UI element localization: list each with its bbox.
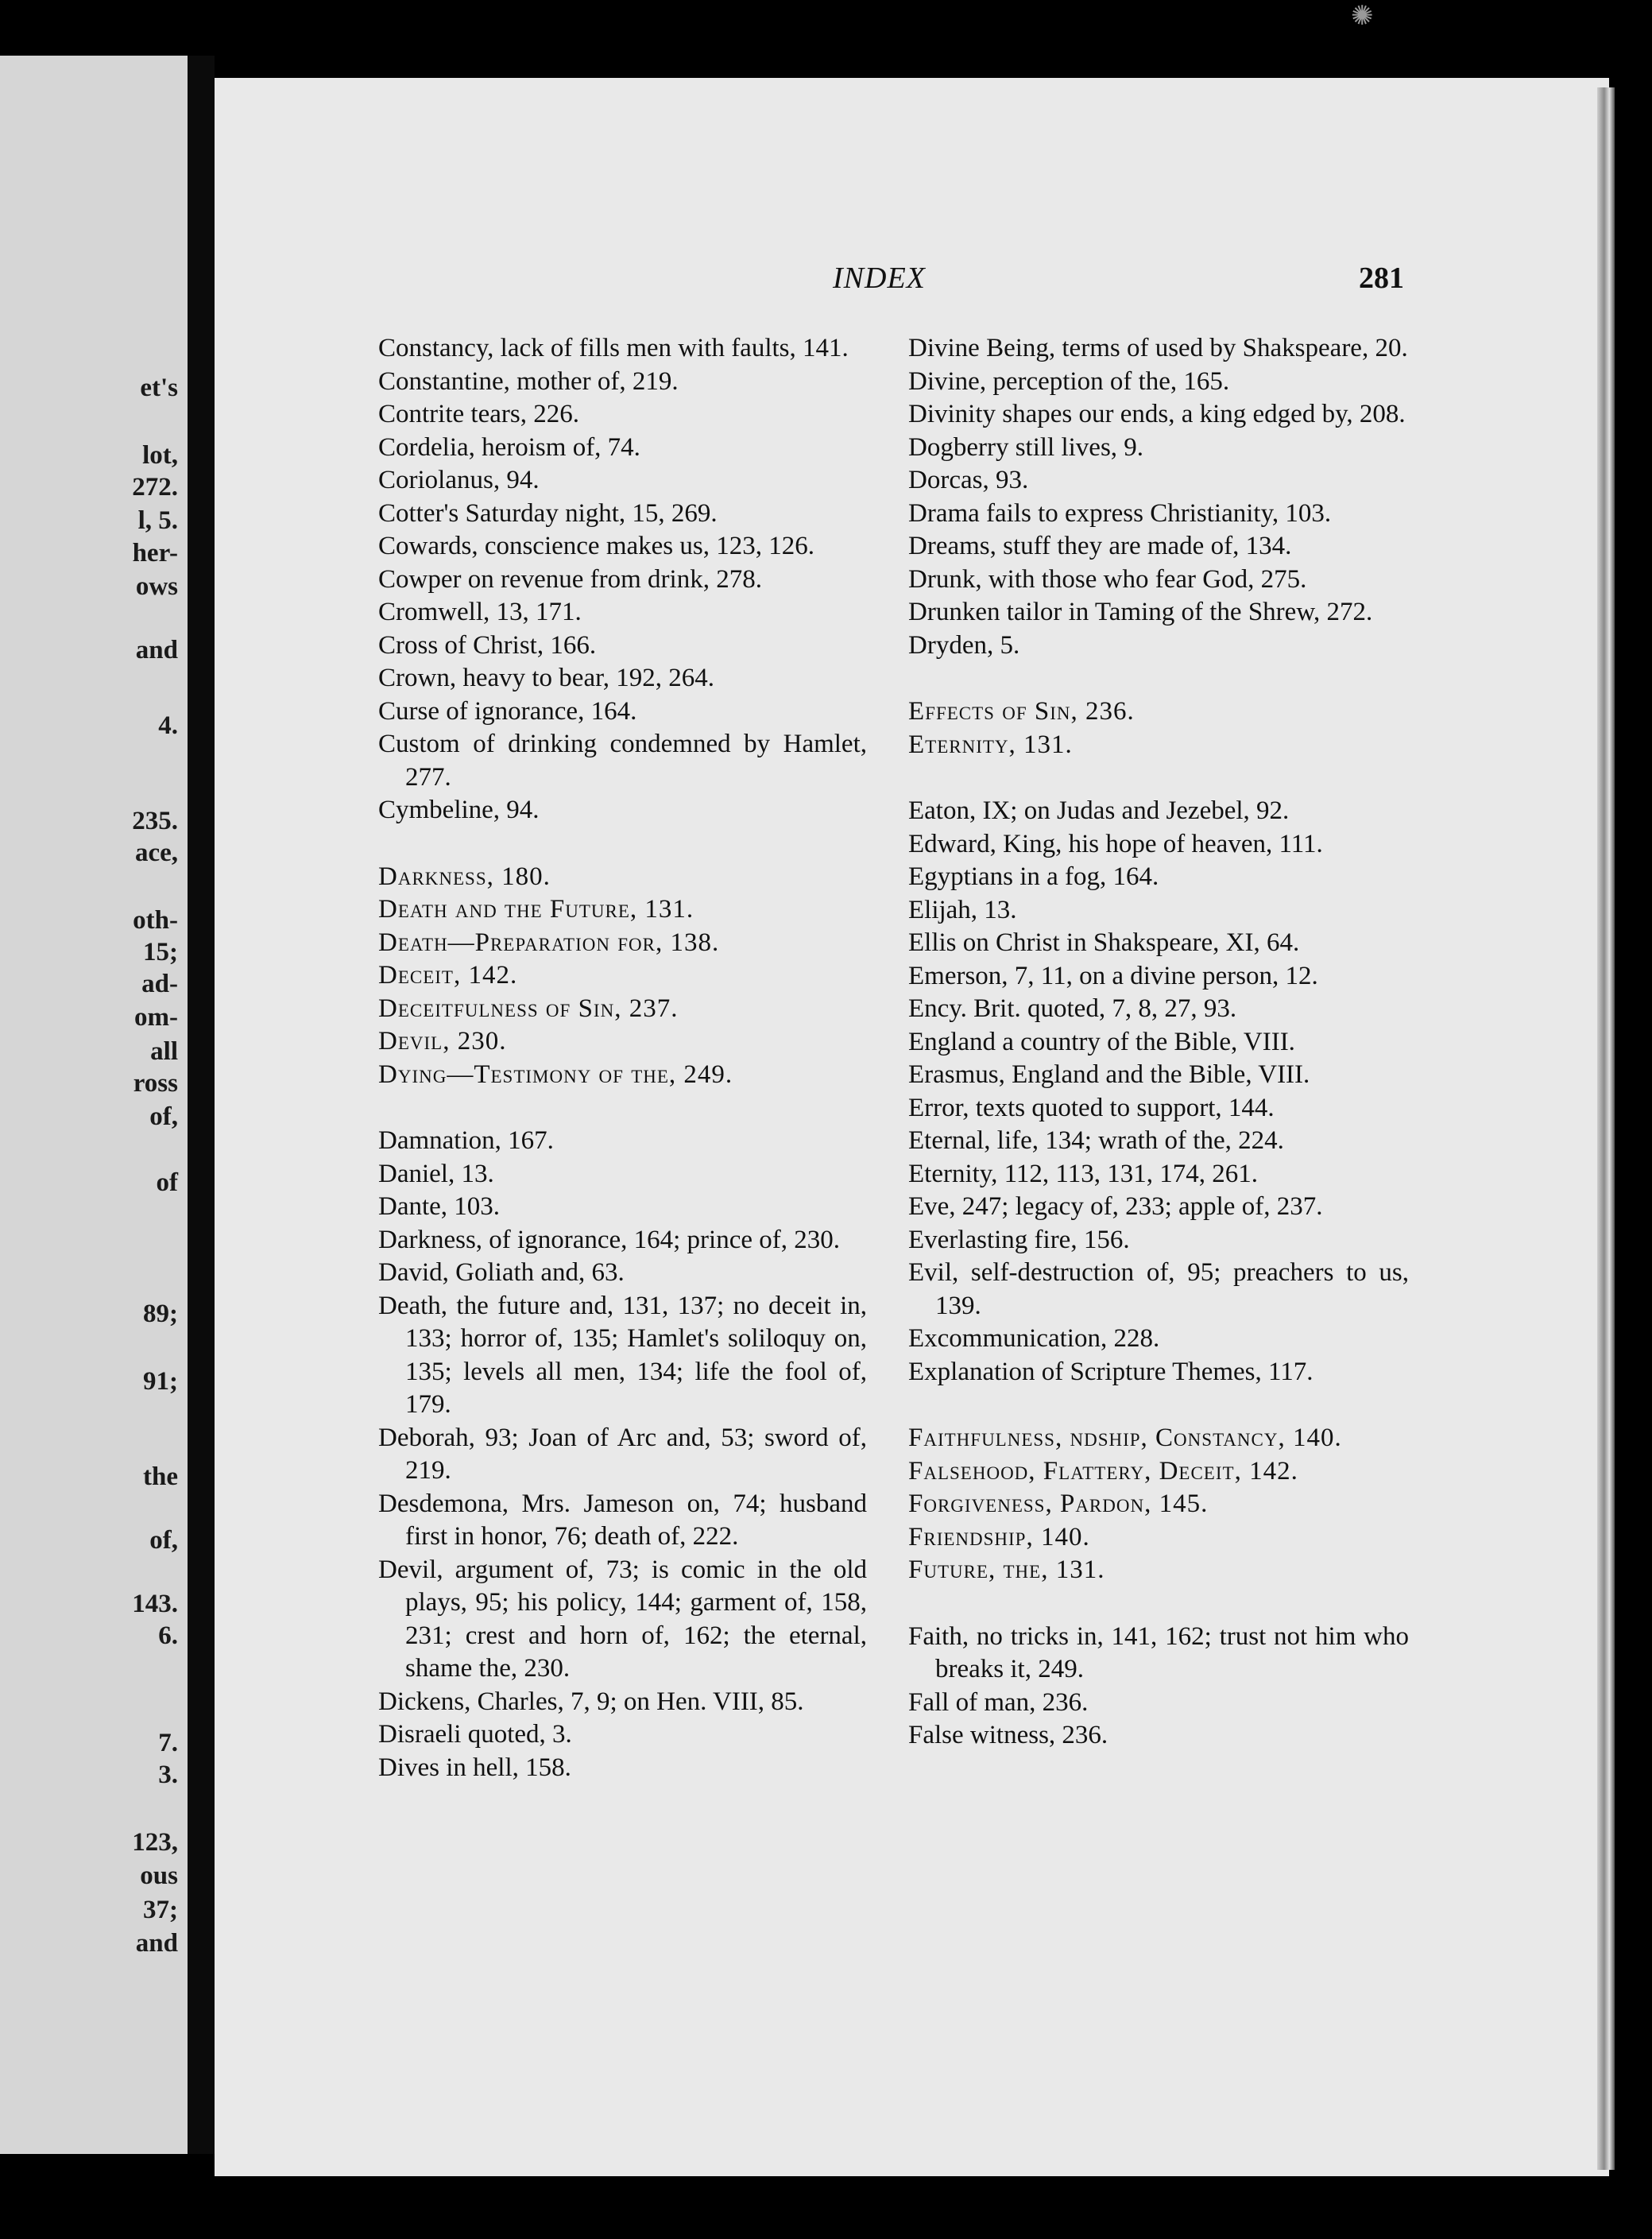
- index-entry: Emerson, 7, 11, on a divine person, 12.: [908, 961, 1318, 990]
- index-entry: Eternity, 112, 113, 131, 174, 261.: [908, 1159, 1258, 1188]
- index-entry: Death, the future and, 131, 137; no deceit in, 133; horror of, 135; Hamlet's soliloquy on, 135; levels all men, 134; life the fool of, 179.: [378, 1291, 867, 1419]
- facing-page-fragment: ross: [133, 1069, 178, 1098]
- index-entry: Dives in hell, 158.: [378, 1753, 571, 1782]
- index-entry: Devil, argument of, 73; is comic in the old plays, 95; his policy, 144; garment of, 158, 231; crest and horn of, 162; the eternal, shame the, 230.: [378, 1555, 867, 1683]
- index-column-right: [908, 332, 1409, 1753]
- facing-page-fragment: 6.: [158, 1621, 178, 1650]
- page-number: 281: [1359, 261, 1404, 295]
- index-entry: Drama fails to express Christianity, 103.: [908, 498, 1332, 528]
- facing-page-fragment: 123,: [132, 1828, 178, 1857]
- page-edge: [1597, 87, 1615, 2170]
- topic-heading-entry: Friendship, 140.: [908, 1522, 1090, 1551]
- facing-page-fragment: 4.: [158, 711, 178, 740]
- index-entry: Ency. Brit. quoted, 7, 8, 27, 93.: [908, 994, 1237, 1023]
- facing-page-fragment: ace,: [134, 839, 178, 867]
- facing-page-fragment: 3.: [158, 1761, 178, 1789]
- facing-page-fragment: om-: [134, 1003, 178, 1032]
- index-entry: Cowards, conscience makes us, 123, 126.: [378, 532, 814, 560]
- section-gap: [378, 827, 867, 861]
- topic-heading-entry: Effects of Sin, 236.: [908, 697, 1135, 726]
- topic-heading-entry: Future, the, 131.: [908, 1555, 1105, 1584]
- topic-heading-entry: Faithfulness, ndship, Constancy, 140.: [908, 1424, 1342, 1452]
- facing-page-fragment: and: [135, 636, 178, 664]
- index-entry: Cymbeline, 94.: [378, 796, 540, 824]
- facing-page-edge: [0, 56, 191, 2154]
- index-entry: Divine, perception of the, 165.: [908, 366, 1230, 396]
- index-entry: Egyptians in a fog, 164.: [908, 862, 1159, 891]
- facing-page-fragment: 143.: [132, 1590, 178, 1618]
- facing-page-fragment: oth-: [133, 906, 178, 935]
- facing-page-fragment: 89;: [143, 1300, 178, 1328]
- facing-page-fragment: ows: [135, 572, 178, 601]
- index-entry: Cross of Christ, 166.: [378, 630, 597, 660]
- facing-page-fragment: of,: [149, 1526, 178, 1555]
- facing-page-fragment: 272.: [132, 473, 178, 502]
- index-entry: Crown, heavy to bear, 192, 264.: [378, 664, 715, 692]
- section-gap: [908, 1587, 1409, 1621]
- index-entry: Erasmus, England and the Bible, VIII.: [908, 1060, 1310, 1089]
- index-entry: Desdemona, Mrs. Jameson on, 74; husband first in honor, 76; death of, 222.: [378, 1489, 867, 1551]
- topic-heading-entry: Dying—Testimony of the, 249.: [378, 1059, 733, 1089]
- section-gap: [378, 1091, 867, 1125]
- facing-page-fragment: her-: [132, 539, 178, 567]
- index-entry: Cowper on revenue from drink, 278.: [378, 564, 762, 594]
- facing-page-fragment: 91;: [143, 1367, 178, 1396]
- index-entry: Deborah, 93; Joan of Arc and, 53; sword of, 219.: [378, 1423, 867, 1485]
- index-entry: Error, texts quoted to support, 144.: [908, 1093, 1275, 1122]
- index-entry: Constancy, lack of fills men with faults, 141.: [378, 334, 849, 362]
- index-entry: False witness, 236.: [908, 1721, 1108, 1749]
- index-entry: Daniel, 13.: [378, 1159, 494, 1188]
- index-entry: Elijah, 13.: [908, 895, 1017, 924]
- index-entry: Curse of ignorance, 164.: [378, 696, 637, 726]
- index-entry: Evil, self-destruction of, 95; preachers to us, 139.: [908, 1258, 1409, 1320]
- index-entry: Drunk, with those who fear God, 275.: [908, 564, 1307, 594]
- index-entry: Edward, King, his hope of heaven, 111.: [908, 829, 1323, 858]
- index-entry: Dante, 103.: [378, 1192, 501, 1221]
- section-gap: [908, 1389, 1409, 1422]
- facing-page-fragment: lot,: [142, 441, 178, 470]
- facing-page-fragment: l, 5.: [137, 506, 178, 535]
- topic-heading-entry: Death and the Future, 131.: [378, 895, 694, 924]
- section-gap: [908, 761, 1409, 795]
- index-entry: Divine Being, terms of used by Shakspeare, 20.: [908, 334, 1408, 362]
- index-entry: England a country of the Bible, VIII.: [908, 1027, 1295, 1056]
- index-entry: Dickens, Charles, 7, 9; on Hen. VIII, 85.: [378, 1687, 804, 1716]
- facing-page-fragment: of,: [149, 1102, 178, 1131]
- page-header: [215, 261, 1609, 308]
- index-entry: Excommunication, 228.: [908, 1324, 1160, 1353]
- topic-heading-entry: Darkness, 180.: [378, 862, 551, 891]
- index-entry: Cotter's Saturday night, 15, 269.: [378, 498, 718, 528]
- facing-page-fragment: all: [150, 1037, 178, 1066]
- index-entry: Cromwell, 13, 171.: [378, 598, 582, 626]
- topic-heading-entry: Falsehood, Flattery, Deceit, 142.: [908, 1456, 1298, 1486]
- index-entry: Eternal, life, 134; wrath of the, 224.: [908, 1126, 1284, 1155]
- topic-heading-entry: Deceit, 142.: [378, 961, 518, 990]
- index-entry: Eve, 247; legacy of, 233; apple of, 237.: [908, 1192, 1323, 1221]
- index-entry: Explanation of Scripture Themes, 117.: [908, 1357, 1313, 1386]
- index-column-left: [378, 332, 867, 1784]
- index-entry: David, Goliath and, 63.: [378, 1258, 625, 1287]
- index-entry: Custom of drinking condemned by Hamlet, 277.: [378, 730, 867, 792]
- index-entry: Coriolanus, 94.: [378, 466, 540, 494]
- facing-page-fragment: 235.: [132, 807, 178, 835]
- section-gap: [908, 662, 1409, 695]
- facing-page-fragment: et's: [140, 374, 178, 402]
- index-entry: Constantine, mother of, 219.: [378, 366, 679, 396]
- book-gutter: [188, 56, 215, 2154]
- index-entry: Contrite tears, 226.: [378, 400, 579, 428]
- index-entry: Everlasting fire, 156.: [908, 1225, 1130, 1254]
- index-entry: Drunken tailor in Taming of the Shrew, 272.: [908, 598, 1373, 626]
- topic-heading-entry: Eternity, 131.: [908, 730, 1073, 759]
- facing-page-fragment: ad-: [141, 970, 178, 998]
- index-entry: Dogberry still lives, 9.: [908, 432, 1144, 462]
- index-entry: Disraeli quoted, 3.: [378, 1720, 572, 1749]
- facing-page-fragment: 15;: [143, 938, 178, 966]
- index-entry: Darkness, of ignorance, 164; prince of, 230.: [378, 1225, 840, 1254]
- facing-page-fragment: 7.: [158, 1729, 178, 1757]
- facing-page-fragment: ous: [140, 1861, 178, 1890]
- facing-page-fragment: of: [156, 1168, 178, 1197]
- index-entry: Ellis on Christ in Shakspeare, XI, 64.: [908, 928, 1300, 957]
- index-entry: Dryden, 5.: [908, 630, 1020, 660]
- facing-page-fragment: 37;: [143, 1896, 178, 1924]
- facing-page-fragment: and: [135, 1929, 178, 1958]
- index-entry: Divinity shapes our ends, a king edged by, 208.: [908, 400, 1406, 428]
- facing-page-fragment: the: [143, 1462, 178, 1491]
- index-entry: Dreams, stuff they are made of, 134.: [908, 532, 1292, 560]
- topic-heading-entry: Deceitfulness of Sin, 237.: [378, 994, 679, 1023]
- index-entry: Faith, no tricks in, 141, 162; trust not him who breaks it, 249.: [908, 1621, 1409, 1683]
- index-entry: Dorcas, 93.: [908, 466, 1029, 494]
- index-entry: Cordelia, heroism of, 74.: [378, 432, 640, 462]
- index-entry: Damnation, 167.: [378, 1126, 554, 1155]
- running-head: INDEX: [833, 261, 926, 295]
- scan-speck: ✺: [1351, 2, 1374, 31]
- topic-heading-entry: Devil, 230.: [378, 1027, 507, 1056]
- topic-heading-entry: Forgiveness, Pardon, 145.: [908, 1489, 1209, 1518]
- index-entry: Fall of man, 236.: [908, 1687, 1089, 1717]
- index-entry: Eaton, IX; on Judas and Jezebel, 92.: [908, 796, 1290, 825]
- topic-heading-entry: Death—Preparation for, 138.: [378, 928, 720, 957]
